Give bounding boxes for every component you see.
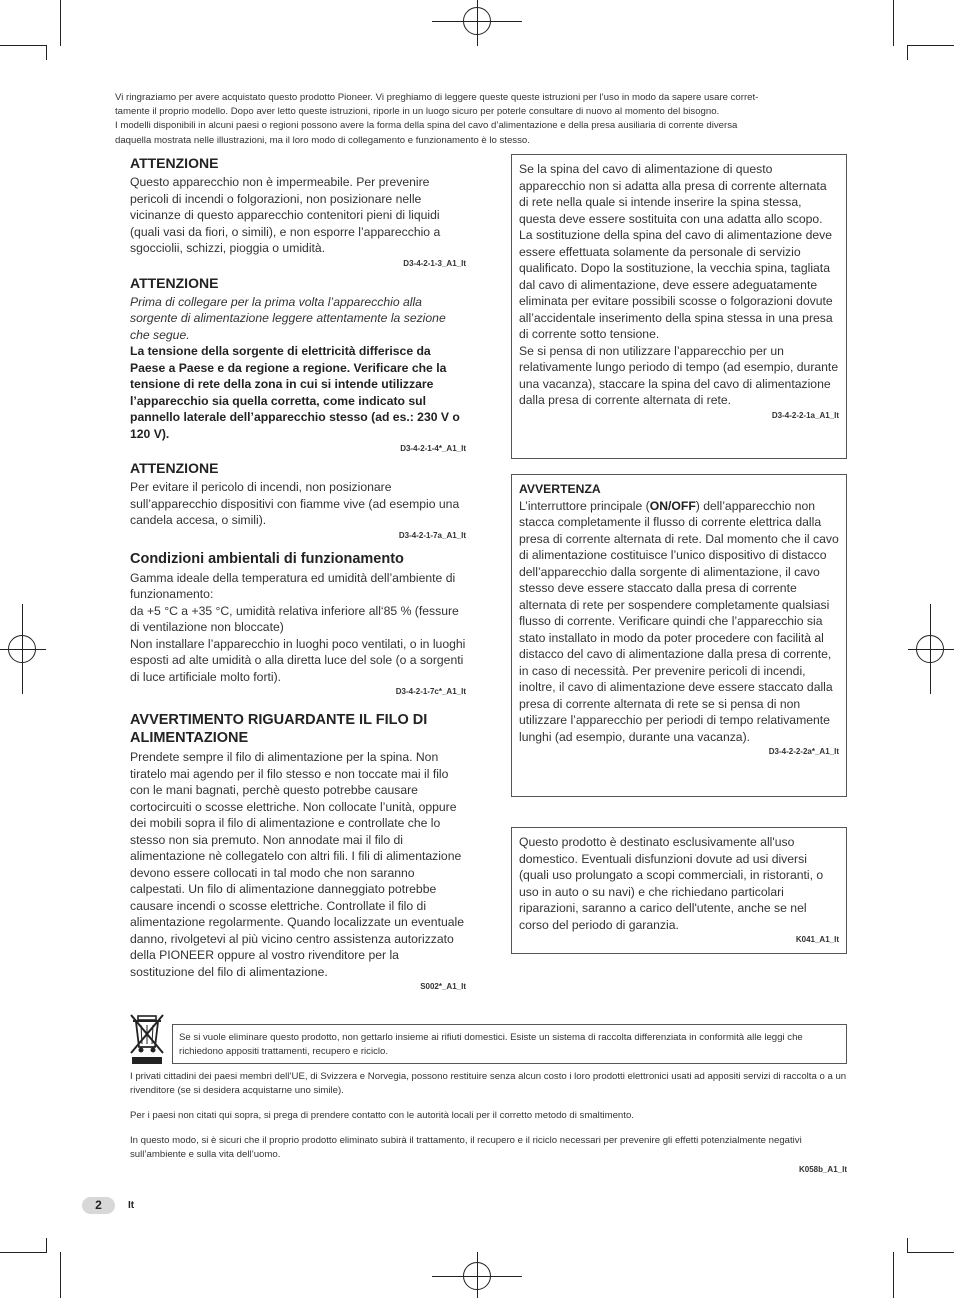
section-title: ATTENZIONE xyxy=(130,274,219,291)
section-italic-note: Prima di collegare per la prima volta l’apparecchio alla sorgente di alimentazione leggere attentamente la sezione che segue. xyxy=(130,294,446,342)
section-attenzione-flames xyxy=(130,459,466,541)
section-body: Questo apparecchio non è impermeabile. Per prevenire pericoli di incendi o folgorazioni, non posizionare nelle vicinanze di questo apparecchio contenitori pieni di liquidi (quali vasi da fiori, o simili), e non esporre l’apparecchio a sgocciolii, schizzi, pioggia o umidità. xyxy=(130,175,441,255)
language-code: It xyxy=(128,1200,135,1211)
box-body-pre: L’interruttore principale ( xyxy=(519,498,650,513)
doc-code: D3-4-2-1-7a_A1_It xyxy=(398,530,466,540)
disposal-notice-box xyxy=(172,1024,847,1064)
section-environment xyxy=(130,550,466,698)
page-number: 2 xyxy=(82,1197,115,1214)
doc-code: D3-4-2-1-3_A1_It xyxy=(403,258,466,268)
section-power-cord xyxy=(130,711,466,992)
doc-code: S002*_A1_It xyxy=(420,982,466,991)
disposal-paragraph-3: In questo modo, si è sicuri che il proprio prodotto eliminato subirà il trattamento, il recupero e il riciclo necessari per prevenire gli effetti potenzialmente negativi sull’ambiente e sulla vita dell’uomo. xyxy=(130,1135,802,1160)
left-column xyxy=(130,154,466,992)
box-body-2: Se si pensa di non utilizzare l’apparecchio per un relativamente lungo periodo di tempo (ad esempio, durante una vacanza), staccare la spina del cavo di alimentazione dalla presa di corrente alternata di rete. xyxy=(519,343,839,407)
disposal-notice-text: Se si vuole eliminare questo prodotto, non gettarlo insieme ai rifiuti domestici. Esiste un sistema di raccolta differenziata in conformità alle leggi che richiedono appositi trattamenti, recupero e riciclo. xyxy=(179,1032,803,1057)
doc-code: K058b_A1_It xyxy=(798,1165,847,1174)
box-body-post: ) dell’apparecchio non stacca completamente il flusso di corrente elettrica dalla presa di corrente alternata di rete. Dal momento che il cavo di alimentazione costituisce l’unico dispositivo di distacco dell’apparecchio dalla sorgente di alimentazione, il cavo stesso deve essere staccato dalla presa di corrente alternata di rete per sospendere completamente qualsiasi flusso di corrente. Verificare quindi che l’apparecchio sia stato installato in modo da poter procedere con facilità al distacco del cavo di alimentazione dalla presa di corrente, in caso di necessità. Per prevenire pericoli di incendi, inoltre, il cavo di alimentazione deve essere staccato dalla presa di corrente alternata di rete se si pensa di non utilizzare l’apparecchio per periodi di tempo relativamente lunghi (ad esempio, durante una vacanza). xyxy=(519,498,839,744)
section-attenzione-water xyxy=(130,154,466,269)
section-body: Per evitare il pericolo di incendi, non posizionare sull’apparecchio dispositivi con fiamme vive (ad esempio una candela accesa, o simili). xyxy=(130,480,460,527)
intro-text xyxy=(115,91,867,148)
disposal-paragraph-2: Per i paesi non citati qui sopra, si prega di prendere contatto con le autorità locali per il corretto metodo di smaltimento. xyxy=(130,1110,634,1121)
avvertenza-box xyxy=(511,474,847,797)
section-title: AVVERTIMENTO RIGUARDANTE IL FILO DI ALIMENTAZIONE xyxy=(130,712,428,746)
section-bold-note: La tensione della sorgente di elettricità differisce da Paese a Paese e da regione a regione. Verificare che la tensione di rete della zona in cui si intende utilizzare l’apparecchio sia quella corretta, come indicato sul pannello laterale dell’apparecchio stesso (ad es.: 230 V o 120 V). xyxy=(130,344,460,441)
disposal-paragraph-1: I privati cittadini dei paesi membri dell’UE, di Svizzera e Norvegia, possono restituire senza alcun costo i loro prodotti elettronici usati ad appositi servizi di raccolta o a un rivenditore (se si desidera acquistarne uno simile). xyxy=(130,1071,847,1096)
section-body: Prendete sempre il filo di alimentazione per la spina. Non tiratelo mai agendo per il filo stesso e non toccate mai il filo con le mani bagnati, perchè questo potrebbe causare cortocircuiti o scosse elettriche. Non collocate l’unità, oppure dei mobili sopra il filo di alimentazione e controllate che lo stesso non sia premuto. Non annodate mai il filo di alimentazione nè collegatelo con altri fili. I fili di alimentazione devono essere collocati in tal modo che non saranno calpestati. Un filo di alimentazione danneggiato potrebbe causare incendi o scosse elettriche. Controllate il filo di alimentazione regolarmente. Quando localizzate un eventuale danno, rivolgetevi al più vicino centro assistenza autorizzato della PIONEER oppure al vostro rivenditore per la sostituzione del filo di alimentazione. xyxy=(130,750,465,979)
intro-line-3: I modelli disponibili in alcuni paesi o regioni possono avere la forma della spina del cavo d’alimentazione e della presa ausiliaria di corrente diversa xyxy=(115,120,738,132)
section-title: ATTENZIONE xyxy=(130,460,219,476)
plug-replacement-box xyxy=(511,154,847,459)
intro-line-2: tamente il proprio modello. Dopo aver letto queste istruzioni, riporle in un luogo sicuro per poterle consultare di nuovo al momento del bisogno. xyxy=(115,106,720,118)
box-title: AVVERTENZA xyxy=(519,482,601,496)
doc-code: D3-4-2-1-4*_A1_It xyxy=(400,444,466,453)
intro-line-1: Vi ringraziamo per avere acquistato questo prodotto Pioneer. Vi preghiamo di leggere queste queste istruzioni per l’uso in modo da sapere usare corret- xyxy=(115,92,759,103)
doc-code: D3-4-2-2-1a_A1_It xyxy=(771,410,839,420)
intro-line-4: daquella mostrata nelle illustrazioni, ma il loro modo di collegamento e funzionamento è lo stesso. xyxy=(115,134,530,146)
section-body-3: Non installare l’apparecchio in luoghi poco ventilati, o in luoghi esposti ad alte umidità o alla diretta luce del sole (o a sorgenti di luce artificiale molto forti). xyxy=(130,636,466,684)
section-attenzione-voltage xyxy=(130,274,466,455)
doc-code: D3-4-2-2-2a*_A1_It xyxy=(768,747,839,756)
section-title: ATTENZIONE xyxy=(130,155,219,171)
doc-code: D3-4-2-1-7c*_A1_It xyxy=(395,687,466,696)
power-switch-label: ON/OFF xyxy=(649,498,696,513)
section-body-1: Gamma ideale della temperatura ed umidità dell’ambiente di funzionamento: xyxy=(130,570,456,601)
box-body: Questo prodotto è destinato esclusivamente all'uso domestico. Eventuali disfunzioni dovute ad usi diversi (quali uso prolungato a scopi commerciali, in ristoranti, o uso in auto o su navi) e che richiedano particolari riparazioni, saranno a carico dell'utente, anche se nel corso del periodo di garanzia. xyxy=(519,835,824,932)
section-body-2: da +5 °C a +35 °C, umidità relativa inferiore all‘85 % (fessure di ventilazione non bloccate) xyxy=(130,603,459,634)
crossed-out-wheeled-bin-icon xyxy=(130,1013,164,1065)
box-body-1: Se la spina del cavo di alimentazione di questo apparecchio non si adatta alla presa di corrente alternata di rete nella quale si intende inserire la spina stessa, questa deve essere sostituita con una adatta allo scopo. La sostituzione della spina del cavo di alimentazione deve essere effettuata solamente da personale di servizio qualificato. Dopo la sostituzione, la vecchia spina, tagliata dal cavo di alimentazione, deve essere adeguatamente eliminata per evitare possibili scosse o folgorazioni dovute all’accidentale inserimento della spina stessa in una presa di corrente sotto tensione. xyxy=(519,162,833,341)
domestic-use-box xyxy=(511,827,847,954)
doc-code: K041_A1_It xyxy=(795,935,839,944)
box-body xyxy=(519,498,839,746)
section-title: Condizioni ambientali di funzionamento xyxy=(130,550,404,567)
